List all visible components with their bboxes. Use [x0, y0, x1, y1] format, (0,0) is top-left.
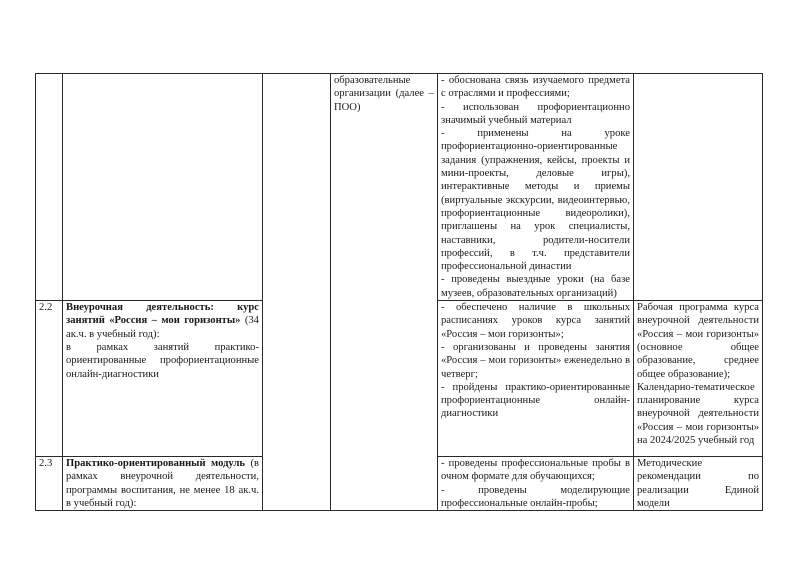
- indicators-cell: [438, 74, 634, 301]
- row-number-cell: 2.2: [36, 301, 63, 457]
- documents-cell: [634, 301, 763, 457]
- activity-title: Практико-ориентированный модуль: [66, 458, 246, 470]
- indicator-item: - проведены моделирующие профессиональные онлайн-пробы;: [441, 484, 630, 509]
- career-guidance-table: [35, 73, 763, 511]
- indicators-cell: [438, 301, 634, 457]
- indicator-item: - пройдены практико-ориентированные профориентационные онлайн-диагностики: [441, 381, 630, 420]
- documents-cell: [634, 74, 763, 301]
- activity-title: Внеурочная деятельность: курс занятий «Россия – мои горизонты»: [66, 302, 259, 327]
- documents-cell: [634, 457, 763, 511]
- activity-extra-text: в рамках занятий практико-ориентированные профориентационные онлайн-диагностики: [66, 341, 259, 380]
- indicator-item: - проведены выездные уроки (на базе музеев, образовательных организаций): [441, 274, 630, 299]
- indicator-item: - обеспечено наличие в школьных расписаниях уроков курса занятий «Россия – мои горизонты»;: [441, 302, 630, 340]
- indicator-item: - проведены профессиональные пробы в очном формате для обучающихся;: [441, 458, 630, 483]
- indicator-item: - организованы и проведены занятия «Россия – мои горизонты» еженедельно в четверг;: [441, 341, 630, 380]
- row-number-cell: [36, 74, 63, 301]
- activity-text: (34 ак.ч. в учебный год):: [66, 315, 259, 340]
- activity-cell: [63, 457, 263, 511]
- activity-text: (в рамках внеурочной деятельности, программы воспитания, не менее 18 ак.ч. в учебный год):: [66, 458, 259, 509]
- row-number-cell: 2.3: [36, 457, 63, 511]
- indicators-cell: [438, 457, 634, 511]
- table-row: [36, 74, 763, 301]
- participants-cell: [331, 74, 438, 511]
- merged-column-3-cell: [263, 74, 331, 511]
- activity-cell: [63, 301, 263, 457]
- document-item: Рабочая программа курса внеурочной деятельности «Россия – мои горизонты» (основное общее образование, среднее общее образование);: [637, 302, 759, 380]
- document-item: Календарно-тематическое планирование курса внеурочной деятельности «Россия – мои горизонты» на 2024/2025 учебный год: [637, 381, 759, 447]
- indicator-item: - применены на уроке профориентационно-ориентированные задания (упражнения, кейсы, проекты и мини-проекты, деловые игры), интерактивные методы и приемы (виртуальные экскурсии, видеоинтервью, профориентационные видеоролики), приглашены на урок специалисты, наставники, родители-носители профессий, в т.ч. представители профессиональной династии: [441, 128, 630, 273]
- indicator-item: - использован профориентационно значимый учебный материал: [441, 101, 630, 126]
- participants-text: образовательные организации (далее – ПОО): [334, 75, 434, 113]
- activity-cell: [63, 74, 263, 301]
- indicator-item: - обоснована связь изучаемого предмета с отраслями и профессиями;: [441, 75, 630, 100]
- document-item: Методические рекомендации по реализации Единой модели: [637, 458, 759, 509]
